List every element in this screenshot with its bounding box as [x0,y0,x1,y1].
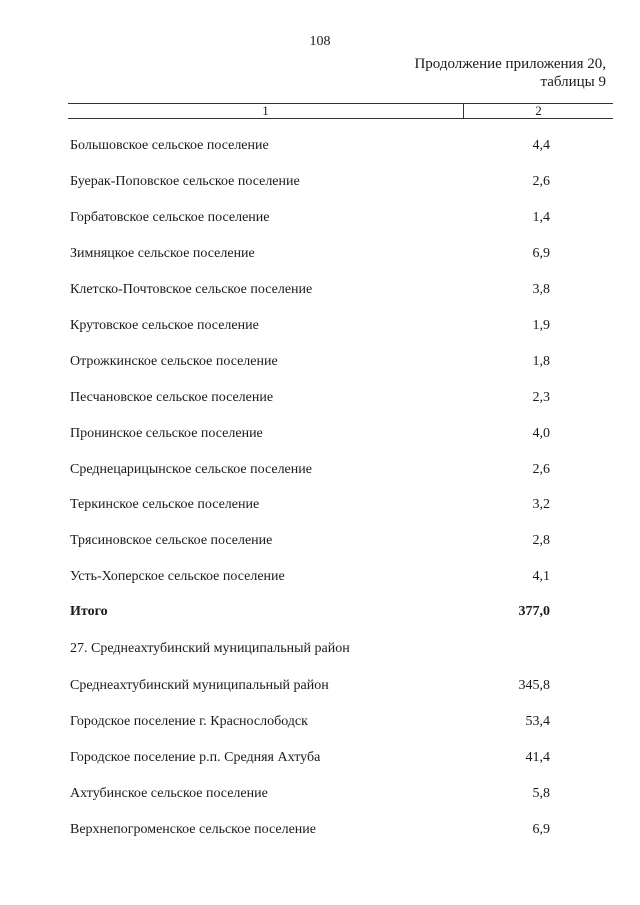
row-value: 1,4 [532,210,550,225]
row-name: Крутовское сельское поселение [70,318,259,333]
table-row [70,424,550,444]
table-row [70,388,550,408]
row-value: 3,8 [532,282,550,297]
row-value: 2,6 [532,462,550,477]
row-value: 345,8 [518,678,550,693]
table-row [70,567,550,587]
table-row [70,676,550,696]
row-value: 4,1 [532,569,550,584]
row-name: Усть-Хоперское сельское поселение [70,569,285,584]
row-value: 6,9 [532,822,550,837]
table-row [70,460,550,480]
row-value: 6,9 [532,246,550,261]
table-row [70,495,550,515]
row-name: Среднецарицынское сельское поселение [70,462,312,477]
row-value: 4,0 [532,426,550,441]
row-value: 377,0 [518,604,550,619]
row-value: 4,4 [532,138,550,153]
table-row [70,280,550,300]
caption-line-1: Продолжение приложения 20, [414,56,606,72]
row-name: Отрожкинское сельское поселение [70,354,278,369]
row-value: 5,8 [532,786,550,801]
row-name: Горбатовское сельское поселение [70,210,270,225]
row-value: 41,4 [525,750,550,765]
table-row [70,639,550,659]
row-name: Буерак-Поповское сельское поселение [70,174,300,189]
row-value: 1,9 [532,318,550,333]
table-row [70,748,550,768]
row-name: Теркинское сельское поселение [70,497,260,512]
table-header [68,103,613,119]
row-value: 53,4 [525,714,550,729]
caption-line-2: таблицы 9 [540,74,606,90]
row-value: 2,6 [532,174,550,189]
table-row [70,316,550,336]
table-row [70,244,550,264]
table-row [70,136,550,156]
row-name: Городское поселение г. Краснослободск [70,714,308,729]
row-name: Зимняцкое сельское поселение [70,246,255,261]
row-name: Песчановское сельское поселение [70,390,274,405]
row-value: 1,8 [532,354,550,369]
table-row [70,208,550,228]
column-header-2: 2 [535,103,542,118]
row-value: 2,8 [532,533,550,548]
table-row [70,172,550,192]
total-row [70,602,550,622]
table-row [70,784,550,804]
row-value: 3,2 [532,497,550,512]
row-name: Пронинское сельское поселение [70,426,263,441]
row-name: 27. Среднеахтубинский муниципальный район [70,641,350,656]
row-name: Верхнепогроменское сельское поселение [70,822,316,837]
table-row [70,352,550,372]
row-name: Среднеахтубинский муниципальный район [70,678,329,693]
row-name: Городское поселение р.п. Средняя Ахтуба [70,750,321,765]
row-value: 2,3 [532,390,550,405]
row-name: Клетско-Почтовское сельское поселение [70,282,313,297]
row-name: Трясиновское сельское поселение [70,533,273,548]
table-row [70,531,550,551]
table-row [70,712,550,732]
row-name: Итого [70,604,108,619]
table-row [70,820,550,840]
row-name: Большовское сельское поселение [70,138,269,153]
table-caption [414,55,606,91]
column-header-1: 1 [262,103,269,118]
page-number: 108 [309,34,331,49]
row-name: Ахтубинское сельское поселение [70,786,268,801]
